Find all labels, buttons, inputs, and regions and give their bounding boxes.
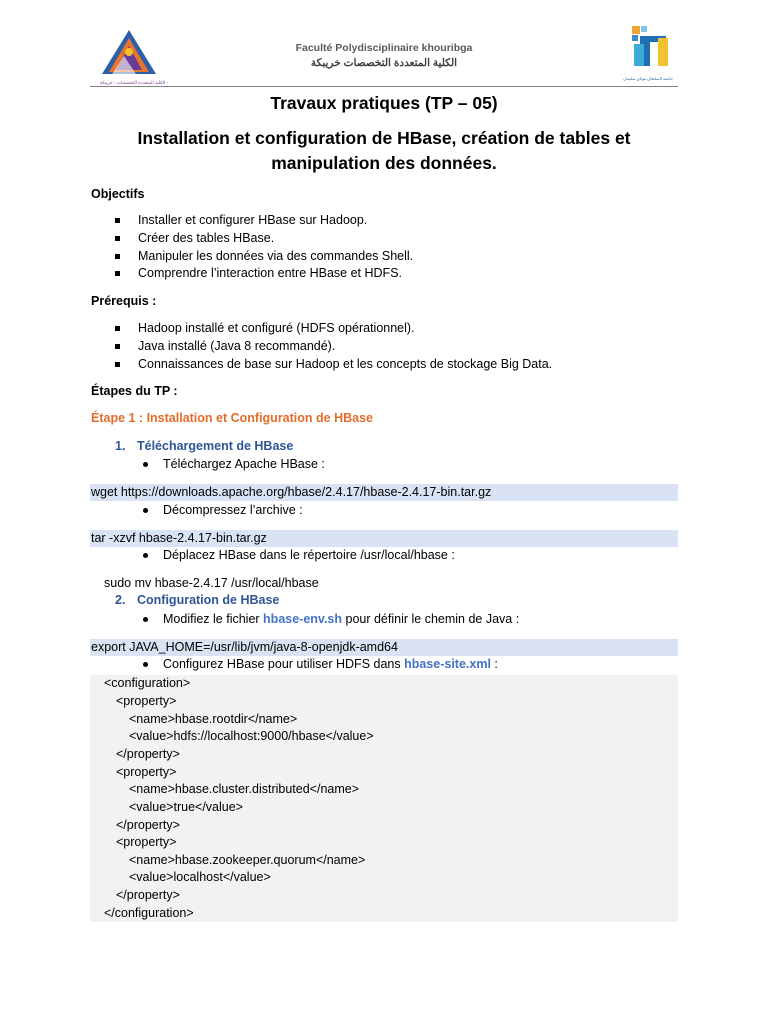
header-divider bbox=[90, 86, 678, 87]
code-line: <name>hbase.cluster.distributed</name> bbox=[129, 782, 360, 796]
faculty-name-fr: Faculté Polydisciplinaire khouribga bbox=[295, 42, 473, 54]
faculty-logo-caption: الكلية المتعددة التخصصات - خريبكة - bbox=[99, 80, 169, 85]
bullet-icon bbox=[143, 662, 148, 667]
tp-subtitle bbox=[110, 126, 658, 176]
faculty-logo bbox=[94, 28, 169, 85]
etapes-heading: Étapes du TP : bbox=[91, 384, 178, 398]
tp-title: Travaux pratiques (TP – 05) bbox=[270, 93, 498, 113]
code-line: <value>localhost</value> bbox=[129, 870, 271, 884]
tp-subtitle-line1: Installation et configuration de HBase, création de tables et bbox=[137, 128, 631, 148]
square-bullet-icon bbox=[115, 218, 120, 223]
code-line: <value>true</value> bbox=[129, 800, 243, 814]
code-line: <value>hdfs://localhost:9000/hbase</value> bbox=[129, 729, 374, 743]
square-bullet-icon bbox=[115, 236, 120, 241]
code-line: </property> bbox=[116, 888, 180, 902]
code-line: </configuration> bbox=[104, 906, 194, 920]
faculty-name-ar: الكلية المتعددة التخصصات خريبكة bbox=[310, 57, 458, 69]
square-bullet-icon bbox=[115, 326, 120, 331]
file-name: hbase-site.xml bbox=[404, 657, 491, 671]
bullet-icon bbox=[143, 462, 148, 467]
square-bullet-icon bbox=[115, 344, 120, 349]
code-line: </property> bbox=[116, 818, 180, 832]
bullet-icon bbox=[143, 553, 148, 558]
square-bullet-icon bbox=[115, 254, 120, 259]
code-line: <property> bbox=[116, 765, 177, 779]
university-logo-caption: جامعة السلطان مولاي سليمان bbox=[623, 76, 673, 81]
command-export: export JAVA_HOME=/usr/lib/jvm/java-8-openjdk-amd64 bbox=[90, 639, 678, 656]
code-line: <property> bbox=[116, 694, 177, 708]
command-tar: tar -xzvf hbase-2.4.17-bin.tar.gz bbox=[90, 530, 678, 547]
page-header bbox=[90, 22, 678, 92]
objectifs-heading: Objectifs bbox=[91, 187, 145, 201]
code-line: <property> bbox=[116, 835, 177, 849]
prerequis-heading: Prérequis : bbox=[91, 294, 157, 308]
code-line: <name>hbase.zookeeper.quorum</name> bbox=[129, 853, 366, 867]
xml-code-block bbox=[90, 675, 678, 922]
command-mv: sudo mv hbase-2.4.17 /usr/local/hbase bbox=[90, 575, 678, 592]
university-logo bbox=[623, 24, 674, 84]
file-name: hbase-env.sh bbox=[263, 612, 343, 626]
square-bullet-icon bbox=[115, 271, 120, 276]
code-line: <configuration> bbox=[104, 676, 191, 690]
tp-subtitle-line2: manipulation des données. bbox=[271, 153, 497, 173]
square-bullet-icon bbox=[115, 362, 120, 367]
code-line: </property> bbox=[116, 747, 180, 761]
code-line: <name>hbase.rootdir</name> bbox=[129, 712, 298, 726]
step1-heading: Étape 1 : Installation et Configuration de HBase bbox=[91, 411, 373, 425]
bullet-icon bbox=[143, 508, 148, 513]
command-wget: wget https://downloads.apache.org/hbase/2.4.17/hbase-2.4.17-bin.tar.gz bbox=[90, 484, 678, 501]
bullet-icon bbox=[143, 617, 148, 622]
